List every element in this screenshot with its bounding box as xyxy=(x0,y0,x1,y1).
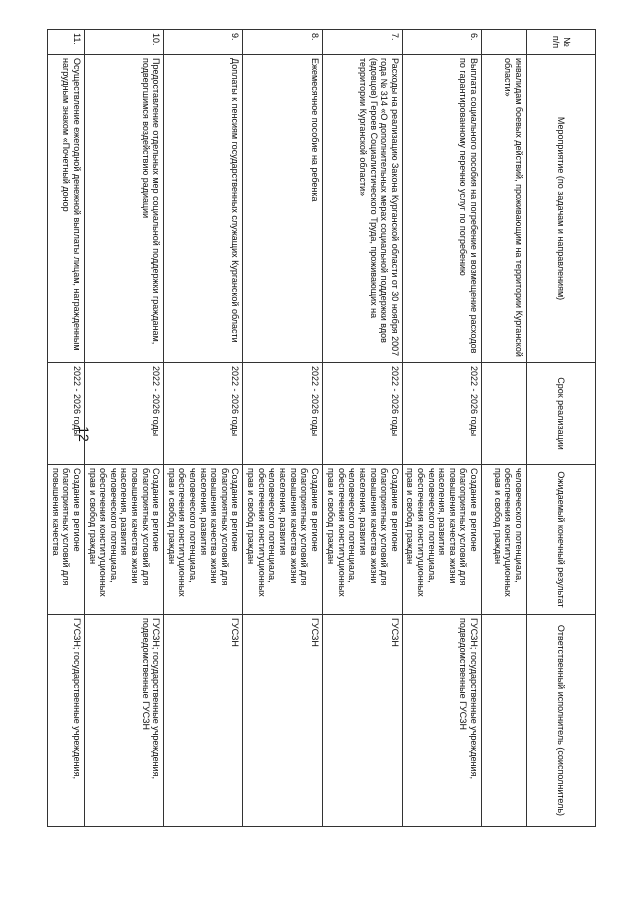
table-row xyxy=(84,30,163,827)
row-result: Создание в регионе благоприятных условий для повышения качества жизни населения, развития человеческого потенциала, обеспечения конституционных прав и свобод граждан xyxy=(322,465,402,615)
row-term: 2022 - 2026 годы xyxy=(243,363,322,465)
row-result: Создание в регионе благоприятных условий для повышения качества жизни населения, развития человеческого потенциала, обеспечения конституционных прав и свобод граждан xyxy=(402,465,481,615)
row-measure: Расходы на реализацию Закона Курганской области от 30 ноября 2007 года № 314 «О дополнительных мерах социальной поддержки вдов (вдовцов) Героев Социалистического Труда, проживающих на территории Курганской области» xyxy=(322,55,402,363)
row-result: Создание в регионе благоприятных условий для повышения качества жизни населения, развития человеческого потенциала, обеспечения конституционных прав и свобод граждан xyxy=(243,465,322,615)
row-measure: инвалидам боевых действий, проживающим на территории Курганской области» xyxy=(482,55,527,363)
row-executor: ГУСЗН xyxy=(164,615,243,827)
header-measure: Мероприятие (по задачам и направлениям) xyxy=(527,55,596,363)
table-row xyxy=(164,30,243,827)
header-number: № п/п xyxy=(527,30,596,55)
row-number: 9. xyxy=(164,30,243,55)
row-executor xyxy=(482,615,527,827)
row-term: 2022 - 2026 годы xyxy=(48,363,85,465)
row-result: Создание в регионе благоприятных условий для повышения качества xyxy=(48,465,85,615)
row-result: Создание в регионе благоприятных условий для повышения качества жизни населения, развития человеческого потенциала, обеспечения конституционных прав и свобод граждан xyxy=(164,465,243,615)
row-executor: ГУСЗН xyxy=(243,615,322,827)
row-result: человеческого потенциала, обеспечения конституционных прав и свобод граждан xyxy=(482,465,527,615)
measures-table xyxy=(47,29,596,827)
row-result: Создание в регионе благоприятных условий для повышения качества жизни населения, развития человеческого потенциала, обеспечения конституционных прав и свобод граждан xyxy=(84,465,163,615)
row-executor: ГУСЗН xyxy=(322,615,402,827)
row-term xyxy=(482,363,527,465)
row-measure: Осуществление ежегодной денежной выплаты лицам, награжденным нагрудным знаком «Почетный донор xyxy=(48,55,85,363)
row-number: 8. xyxy=(243,30,322,55)
header-result: Ожидаемый конечный результат xyxy=(527,465,596,615)
row-measure: Предоставление отдельных мер социальной поддержки гражданам, подвергшимся воздействию радиации xyxy=(84,55,163,363)
row-term: 2022 - 2026 годы xyxy=(322,363,402,465)
row-number: 6. xyxy=(402,30,481,55)
row-term: 2022 - 2026 годы xyxy=(84,363,163,465)
row-number xyxy=(482,30,527,55)
row-measure: Выплата социального пособия на погребение и возмещение расходов по гарантированному перечню услуг по погребению xyxy=(402,55,481,363)
row-executor: ГУСЗН; государственные учреждения, подведомственные ГУСЗН xyxy=(402,615,481,827)
header-executor: Ответственный исполнитель (соисполнитель) xyxy=(527,615,596,827)
row-number: 10. xyxy=(84,30,163,55)
table-row xyxy=(322,30,402,827)
row-term: 2022 - 2026 годы xyxy=(402,363,481,465)
row-executor: ГУСЗН; государственные учреждения, подведомственные ГУСЗН xyxy=(84,615,163,827)
row-number: 7. xyxy=(322,30,402,55)
header-term: Срок реализации xyxy=(527,363,596,465)
row-term: 2022 - 2026 годы xyxy=(164,363,243,465)
row-measure: Ежемесячное пособие на ребенка xyxy=(243,55,322,363)
table-row xyxy=(482,30,527,827)
row-measure: Доплаты к пенсиям государственных служащих Курганской области xyxy=(164,55,243,363)
row-executor: ГУСЗН; государственные учреждения, xyxy=(48,615,85,827)
table-header-row xyxy=(527,30,596,827)
table-row xyxy=(402,30,481,827)
table-row xyxy=(48,30,85,827)
page-number: 12 xyxy=(76,426,92,442)
table-row xyxy=(243,30,322,827)
row-number: 11. xyxy=(48,30,85,55)
